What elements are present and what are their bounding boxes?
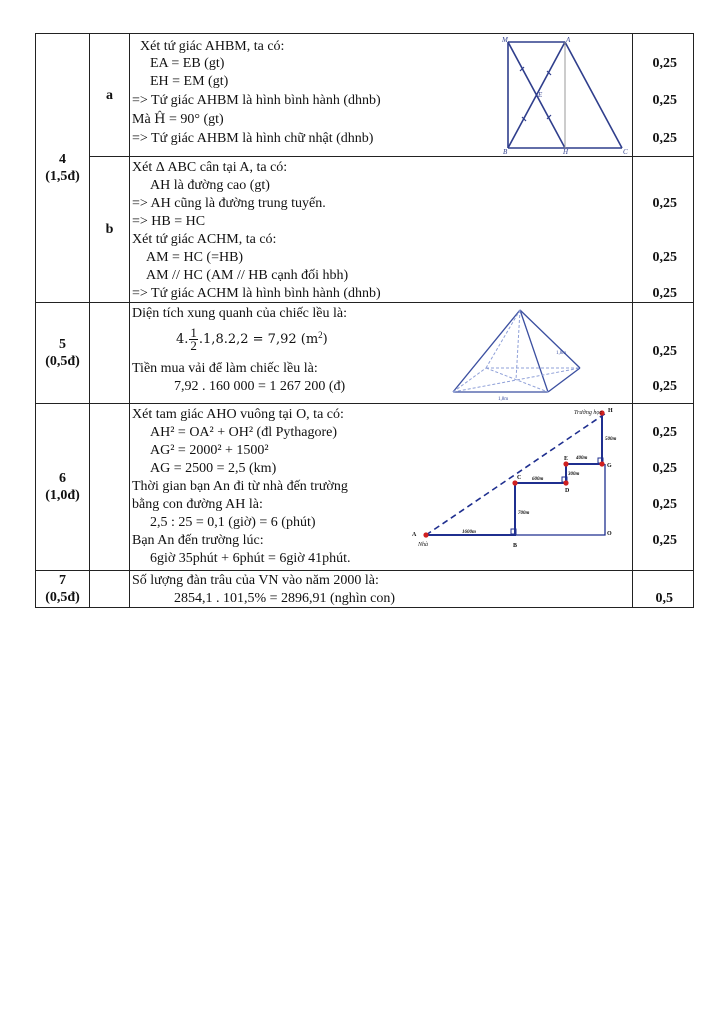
- q4b-part-cell: [90, 157, 130, 303]
- q6-line-5: Thời gian bạn An đi từ nhà đến trường: [132, 479, 348, 494]
- q4b-line-4: => HB = HC: [132, 214, 206, 229]
- q5-label-cell: [36, 303, 90, 404]
- fig-label-e: E: [538, 91, 543, 99]
- q5-row: [36, 303, 694, 404]
- q5-score-cell: [633, 303, 694, 404]
- q7-label-cell: [36, 571, 90, 608]
- fig-label-c: C: [623, 148, 628, 154]
- q4a-line-1: Xét tứ giác AHBM, ta có:: [140, 39, 285, 54]
- q4b-row: [36, 157, 694, 303]
- q5-number: 5: [59, 337, 66, 352]
- q5-line-1: Diện tích xung quanh của chiếc lều là:: [132, 306, 347, 321]
- label-b: B: [513, 543, 518, 549]
- q5-part-cell: [90, 303, 130, 404]
- q4a-part-cell: [90, 34, 130, 157]
- q4b-line-5: Xét tứ giác ACHM, ta có:: [132, 232, 277, 247]
- q6-score-cell: [633, 404, 694, 571]
- q6-score-4: 0,25: [652, 533, 677, 548]
- q4b-score-1: 0,25: [652, 196, 677, 211]
- fig-label-b: B: [503, 148, 508, 154]
- q5-content-cell: [130, 303, 633, 404]
- q5-score-2: 0,25: [652, 379, 677, 394]
- q4a-part-label: a: [106, 87, 113, 103]
- q4-number: 4: [59, 152, 66, 167]
- q4b-line-8: => Tứ giác ACHM là hình bình hành (dhnb): [132, 286, 381, 301]
- answer-table: [35, 33, 694, 608]
- q4a-score-3: 0,25: [652, 131, 677, 146]
- q4a-score-2: 0,25: [652, 93, 677, 108]
- q4a-score-cell: [633, 34, 694, 157]
- dist-500: 500m: [605, 437, 617, 442]
- q4a-line-2: EA = EB (gt): [150, 56, 225, 71]
- q5-points: (0,5đ): [45, 354, 80, 369]
- q6-line-1: Xét tam giác AHO vuông tại O, ta có:: [132, 407, 344, 422]
- q5-line-2: Tiền mua vải để làm chiếc lều là:: [132, 361, 318, 376]
- q7-line-1: Số lượng đàn trâu của VN vào năm 2000 là:: [132, 573, 379, 588]
- q7-score-1: 0,5: [655, 591, 673, 606]
- dist-300: 300m: [568, 472, 580, 477]
- q7-part-cell: [90, 571, 130, 608]
- label-home: Nhà: [418, 542, 429, 548]
- dist-700: 700m: [518, 511, 530, 516]
- q4b-content-cell: [130, 157, 633, 303]
- rectangle-figure: [500, 37, 630, 154]
- q7-number: 7: [59, 573, 66, 588]
- q4-points: (1,5đ): [45, 169, 80, 184]
- q5-formula: 4. $\frac{1}{2}$ .1,8.2,2 = 7,92 $(m^2)$: [176, 325, 328, 354]
- q7-points: (0,5đ): [45, 590, 80, 605]
- q4a-line-5: Mà Ĥ = 90° (gt): [132, 112, 224, 127]
- angle-h-symbol: Ĥ: [154, 112, 166, 127]
- dist-1600: 1600m: [462, 530, 476, 535]
- q4a-score-1: 0,25: [652, 56, 677, 71]
- label-h: H: [608, 408, 613, 414]
- q4a-line-4: => Tứ giác AHBM là hình bình hành (dhnb): [132, 93, 381, 108]
- q4a-content-cell: [130, 34, 633, 157]
- q4b-line-6: AM = HC (=HB): [146, 250, 244, 265]
- q6-content-cell: [130, 404, 633, 571]
- q5-score-1: 0,25: [652, 344, 677, 359]
- label-e: E: [564, 456, 569, 462]
- q6-score-2: 0,25: [652, 461, 677, 476]
- label-school: Trường học: [574, 410, 602, 416]
- fig-label-m: M: [502, 37, 508, 44]
- q6-label-cell: [36, 404, 90, 571]
- q6-line-7: 2,5 : 25 = 0,1 (giờ) = 6 (phút): [150, 515, 316, 530]
- tent-base-label: 1,8m: [498, 397, 509, 402]
- fig-label-h: H: [563, 148, 569, 154]
- tent-side-label: 1,8m: [556, 351, 567, 356]
- label-g: G: [607, 463, 612, 469]
- q6-line-8: Bạn An đến trường lúc:: [132, 533, 264, 548]
- q4a-line-6: => Tứ giác AHBM là hình chữ nhật (dhnb): [132, 131, 374, 146]
- q7-row: [36, 571, 694, 608]
- q4a-row: [36, 34, 694, 157]
- route-figure: [408, 404, 630, 554]
- q6-points: (1,0đ): [45, 488, 80, 503]
- q6-line-9: 6giờ 35phút + 6phút = 6giờ 41phút.: [150, 551, 351, 566]
- q4a-line-3: EH = EM (gt): [150, 74, 229, 89]
- q4b-line-3: => AH cũng là đường trung tuyến.: [132, 196, 326, 211]
- dist-400: 400m: [576, 456, 588, 461]
- label-o: O: [607, 531, 612, 537]
- q6-line-3: AG² = 2000² + 1500²: [150, 443, 269, 458]
- fig-label-a: A: [566, 37, 571, 44]
- q6-line-6: bằng con đường AH là:: [132, 497, 263, 512]
- tent-pyramid-figure: [448, 304, 588, 402]
- q7-score-cell: [633, 571, 694, 608]
- q7-content-cell: [130, 571, 633, 608]
- q6-line-2: AH² = OA² + OH² (đl Pythagore): [150, 425, 338, 440]
- q4b-line-7: AM // HC (AM // HB cạnh đối hbh): [146, 268, 349, 283]
- label-a: A: [412, 532, 417, 538]
- q4b-score-cell: [633, 157, 694, 303]
- label-c: C: [517, 475, 522, 481]
- q6-row: [36, 404, 694, 571]
- half-fraction: $\frac{1}{2}$: [190, 325, 197, 354]
- q4b-line-1: Xét Δ ABC cân tại A, ta có:: [132, 160, 288, 175]
- q5-line-3: 7,92 . 160 000 = 1 267 200 (đ): [174, 379, 346, 394]
- q6-line-4: AG = 2500 = 2,5 (km): [150, 461, 277, 476]
- q6-part-cell: [90, 404, 130, 571]
- q6-score-1: 0,25: [652, 425, 677, 440]
- q4b-score-3: 0,25: [652, 286, 677, 301]
- q4b-part-label: b: [105, 222, 114, 237]
- q4b-score-2: 0,25: [652, 250, 677, 265]
- q7-line-2: 2854,1 . 101,5% = 2896,91 (nghìn con): [174, 591, 395, 606]
- dist-600: 600m: [532, 477, 544, 482]
- q4-label-cell: [36, 34, 90, 303]
- q6-score-3: 0,25: [652, 497, 677, 512]
- q4b-line-2: AH là đường cao (gt): [150, 178, 270, 193]
- q6-number: 6: [59, 471, 66, 486]
- label-d: D: [565, 488, 570, 494]
